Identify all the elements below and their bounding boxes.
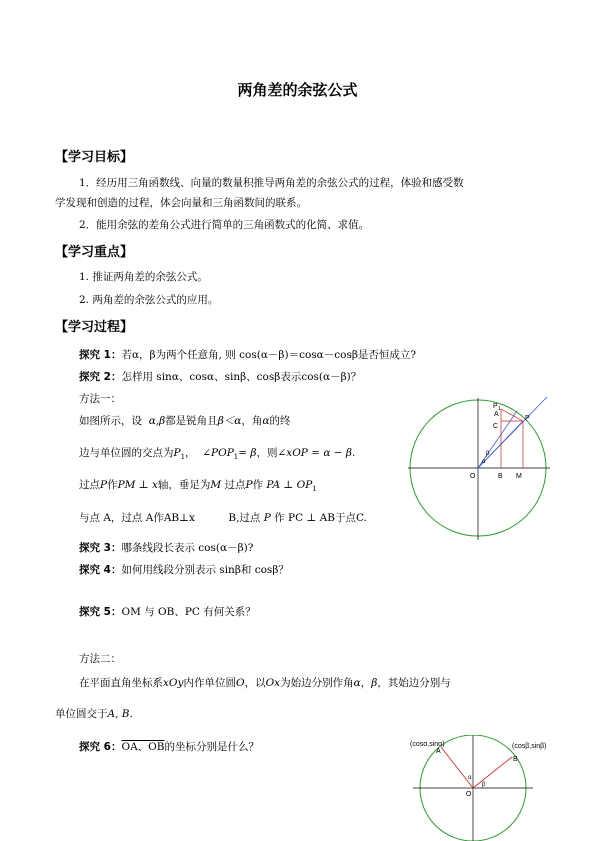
page-title: 两角差的余弦公式 <box>237 81 358 99</box>
explore-5: 探究 5：OM 与 OB、PC 有何关系？ <box>79 606 256 618</box>
fig2-ray-a <box>441 747 473 788</box>
section-heading-process: 【学习过程】 <box>55 320 134 335</box>
fig1-label-o: O <box>470 473 476 480</box>
fig1-label-p1: P <box>493 403 498 410</box>
fig2-label-alpha: α <box>468 775 472 781</box>
fig2-label-a: A <box>436 748 441 755</box>
fig2-label-o: O <box>466 791 472 798</box>
method-2-line-1: 在平面直角坐标系xOy内作单位圆O，以Ox为始边分别作角α，β，其始边分别与 <box>79 677 451 689</box>
section-heading-keys: 【学习重点】 <box>55 245 134 260</box>
method-1-label: 方法一： <box>79 393 121 405</box>
fig1-pa <box>501 409 523 421</box>
goal-2: 2．能用余弦的差角公式进行简单的三角函数式的化简、求值。 <box>79 219 370 231</box>
explore-2 <box>79 370 361 384</box>
fig2-label-a-coord: (cosα,sinα) <box>410 741 445 748</box>
method-1-line-2: 边与单位圆的交点为$P_1$， $\angle POP_1= \beta$，则∠xOP = α − β. <box>79 447 356 462</box>
fig1-label-p: P <box>525 415 530 422</box>
goal-1-line-1: 1．经历用三角函数线、向量的数量积推导两角差的余弦公式的过程，体验和感受数 <box>79 177 464 189</box>
fig1-label-b: B <box>498 473 503 480</box>
section-heading-goals: 【学习目标】 <box>55 150 134 165</box>
fig1-label-p1-sub: 1 <box>498 406 501 412</box>
method-1-line-3: 过点P作PM ⊥ x轴，垂足为M 过点P作 PA ⊥ $OP_1$ <box>79 479 317 494</box>
explore-1-text: 若α，β为两个任意角, 则 cos(α－β)＝cosα－cosβ是否恒成立? <box>121 349 417 361</box>
method-2-line-2: 单位圆交于A, B. <box>55 708 133 720</box>
explore-1 <box>79 348 416 362</box>
fig1-label-m: M <box>516 473 522 480</box>
key-1: 1. 推证两角差的余弦公式。 <box>79 271 208 283</box>
method-1-line-4: 与点 A，过点 A作AB⊥x B,过点 P 作 PC ⊥ AB于点C. <box>79 512 367 524</box>
fig2-label-b: B <box>513 756 518 763</box>
fig1-label-a: A <box>494 411 499 418</box>
method-1-line-1: 如图所示，设 α,β都是锐角且β＜α，角α的终 <box>79 415 291 427</box>
key-2: 2. 两角差的余弦公式的应用。 <box>79 294 219 306</box>
fig1-label-beta: β <box>486 451 490 457</box>
fig2-ray-b <box>473 757 512 788</box>
fig1-label-alpha: α <box>482 459 486 465</box>
explore-2-text: 怎样用 sinα、cosα、sinβ、cosβ表示cos(α－β)？ <box>121 371 362 383</box>
explore-1-label: 探究 1： <box>79 349 122 361</box>
vector-labels: OA、OB <box>121 741 165 753</box>
fig1-label-c: C <box>493 423 499 430</box>
explore-6: 探究 6：OA、OB的坐标分别是什么？ <box>79 741 259 753</box>
explore-2-label: 探究 2： <box>79 371 122 383</box>
fig2-label-beta: β <box>482 782 486 788</box>
method-2-label: 方法二： <box>79 653 121 665</box>
figure-2-unit-circle <box>408 735 558 841</box>
figure-1-unit-circle <box>405 395 555 545</box>
goal-1-line-2: 学发现和创造的过程，体会向量和三角函数间的联系。 <box>55 197 307 209</box>
fig2-label-b-coord: (cosβ,sinβ) <box>512 743 547 750</box>
explore-4: 探究 4：如何用线段分别表示 sinβ和 cosβ？ <box>79 564 289 576</box>
explore-3: 探究 3：哪条线段长表示 cos(α－β)? <box>79 542 254 554</box>
